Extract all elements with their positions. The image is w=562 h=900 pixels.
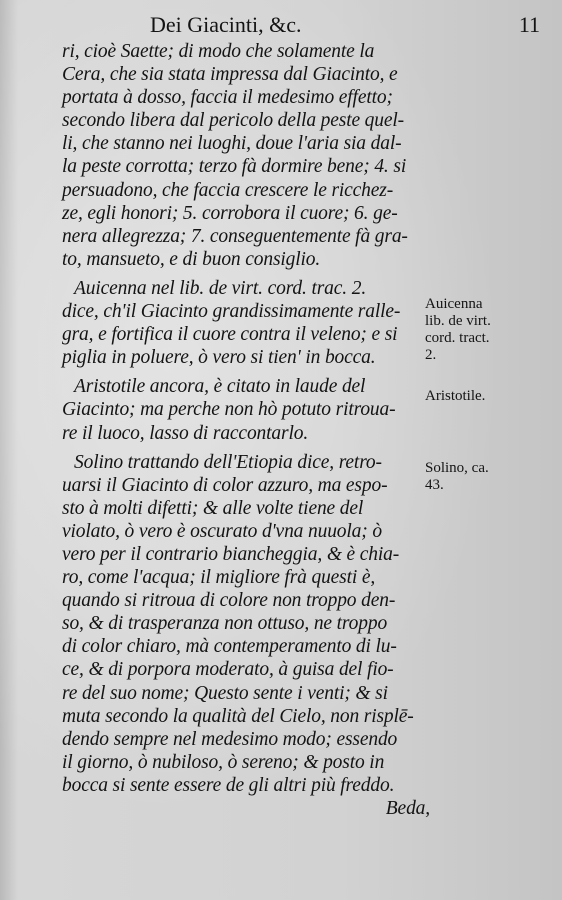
- margin-note-line: cord. tract.: [425, 330, 490, 346]
- margin-note-solino: [425, 460, 545, 494]
- text-line: portata à dosso, faccia il medesimo effetto;: [62, 87, 393, 109]
- text-line: dice, ch'il Giacinto grandissimamente ralle-: [62, 301, 401, 323]
- text-line: vero per il contrario biancheggia, & è chia-: [62, 543, 400, 565]
- text-line: persuadono, che faccia crescere le ricchez-: [62, 179, 394, 201]
- margin-note-line: Auicenna: [425, 296, 483, 312]
- text-line: li, che stanno nei luoghi, doue l'aria sia dal-: [62, 133, 402, 155]
- text-line: ce, & di porpora moderato, à guisa del fio-: [62, 659, 394, 681]
- margin-note-line: Solino, ca.: [425, 460, 489, 476]
- text-line: piglia in poluere, ò vero si tien' in bocca.: [62, 347, 376, 369]
- text-line: Solino trattando dell'Etiopia dice, retro-: [74, 451, 382, 473]
- text-line: sto à molti difetti; & alle volte tiene del: [62, 497, 364, 519]
- main-text-block: [62, 40, 430, 820]
- margin-note-line: 2.: [425, 347, 437, 363]
- text-line: to, mansueto, e di buon consiglio.: [62, 248, 321, 270]
- text-line: bocca si sente essere de gli altri più freddo.: [62, 774, 395, 796]
- margin-note-line: Aristotile.: [425, 388, 486, 404]
- margin-note-avicenna: [425, 296, 545, 364]
- text-line: re del suo nome; Questo sente i venti; & si: [62, 682, 388, 704]
- text-line: violato, ò vero è oscurato d'vna nuuola; ò: [62, 520, 382, 542]
- margin-note-line: lib. de virt.: [425, 313, 491, 329]
- text-line: Cera, che sia stata impressa dal Giacinto, e: [62, 64, 398, 86]
- text-line: so, & di trasperanza non ottuso, ne troppo: [62, 613, 388, 635]
- text-line: quando si ritroua di colore non troppo den-: [62, 590, 396, 612]
- text-line: ri, cioè Saette; di modo che solamente la: [62, 41, 375, 62]
- text-line: di color chiaro, mà contemperamento di lu-: [62, 636, 397, 658]
- text-line: re il luoco, lasso di raccontarlo.: [62, 422, 309, 444]
- text-line: ro, come l'acqua; il migliore frà questi è,: [62, 567, 376, 589]
- margin-note-line: 43.: [425, 477, 444, 493]
- text-line: Giacinto; ma perche non hò potuto ritroua-: [62, 399, 396, 421]
- catchword: Beda,: [385, 798, 430, 819]
- text-line: gra, e fortifica il cuore contra il veleno; e si: [62, 324, 398, 346]
- page-number: 11: [518, 12, 540, 37]
- text-line: ze, egli honori; 5. corrobora il cuore; 6. ge-: [62, 202, 398, 224]
- text-line: Aristotile ancora, è citato in laude del: [74, 376, 366, 398]
- text-line: dendo sempre nel medesimo modo; essendo: [62, 728, 398, 750]
- text-line: il giorno, ò nubiloso, ò sereno; & posto in: [62, 751, 385, 773]
- margin-note-aristotile: [425, 388, 545, 405]
- text-line: Auicenna nel lib. de virt. cord. trac. 2.: [74, 277, 367, 299]
- text-line: nera allegrezza; 7. conseguentemente fà gra-: [62, 225, 408, 247]
- text-line: secondo libera dal pericolo della peste quel-: [62, 110, 405, 132]
- running-title: Dei Giacinti, &c.: [150, 12, 302, 37]
- text-line: muta secondo la qualità del Cielo, non risplē-: [62, 705, 414, 727]
- text-line: la peste corrotta; terzo fà dormire bene; 4. si: [62, 156, 407, 178]
- text-line: uarsi il Giacinto di color azzuro, ma espo-: [62, 474, 388, 496]
- running-header: [150, 10, 540, 40]
